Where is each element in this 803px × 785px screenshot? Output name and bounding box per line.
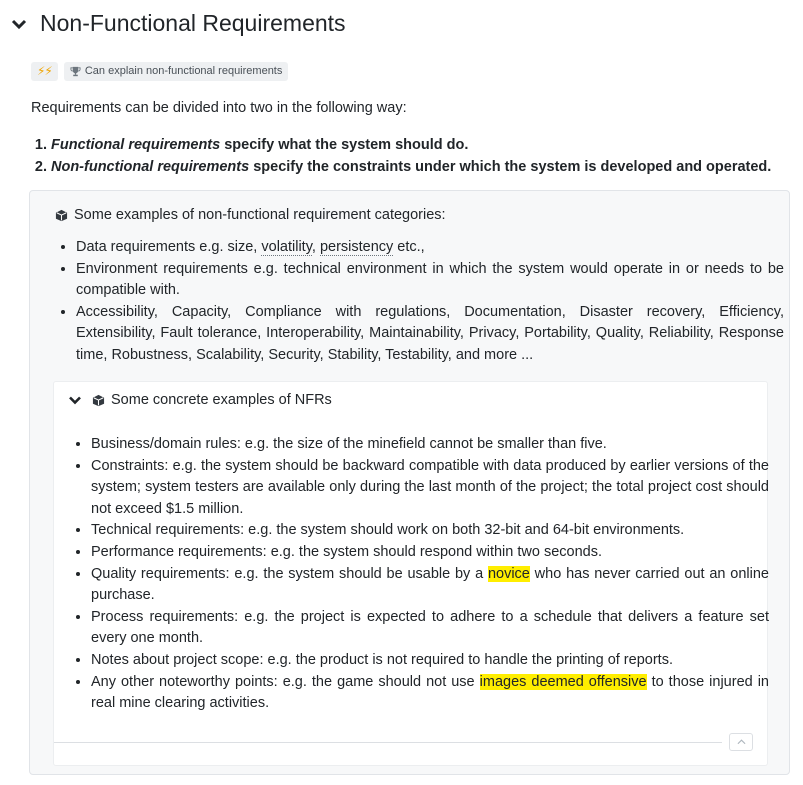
cube-icon — [55, 209, 68, 222]
chevron-up-icon — [737, 739, 746, 745]
text: Quality requirements: e.g. the system should be usable by a — [91, 565, 488, 582]
tag-row — [31, 62, 288, 81]
chevron-down-icon[interactable] — [68, 393, 82, 407]
highlight: novice — [487, 565, 530, 582]
examples-list — [60, 237, 784, 367]
divider — [54, 742, 722, 743]
concrete-examples-toggle[interactable] — [68, 390, 332, 410]
difficulty-badge: ⚡⚡ — [31, 62, 58, 81]
text: who has never carried out an online purchase. — [91, 565, 769, 604]
section-header[interactable] — [10, 10, 346, 37]
collapse-button[interactable] — [729, 733, 753, 751]
list-item: • Constraints: e.g. the system should be backward compatible with data produced by earlier versions of the system; system testers are available only during the last month of the project; the total project cost should not exceed $1.5 million. — [91, 456, 769, 521]
section-title: Non-Functional Requirements — [40, 10, 346, 36]
highlight: images deemed offensive — [479, 673, 647, 690]
term: Non-functional requirements — [51, 159, 250, 175]
trophy-icon — [70, 66, 81, 77]
list-item: • Notes about project scope: e.g. the product is not required to handle the printing of reports. — [91, 650, 769, 672]
examples-box — [29, 190, 790, 775]
requirement-types-list — [36, 134, 771, 178]
list-item — [76, 237, 784, 259]
text: , — [311, 239, 320, 255]
objective-badge — [64, 62, 289, 81]
chevron-down-icon[interactable] — [10, 15, 28, 33]
concrete-heading-text: Some concrete examples of NFRs — [111, 392, 332, 408]
concrete-heading — [92, 390, 332, 410]
examples-heading — [55, 205, 446, 225]
list-item: • Process requirements: e.g. the project is expected to adhere to a schedule that delivers a feature set every one month. — [91, 607, 769, 650]
definition: specify what the system should do. — [220, 137, 469, 153]
text: etc., — [393, 239, 425, 255]
list-item: • Performance requirements: e.g. the system should respond within two seconds. — [91, 542, 769, 564]
list-item: • Technical requirements: e.g. the system should work on both 32-bit and 64-bit environments. — [91, 520, 769, 542]
list-item — [51, 134, 771, 156]
list-item: • Business/domain rules: e.g. the size of the minefield cannot be smaller than five. — [91, 434, 769, 456]
cube-icon — [92, 394, 105, 407]
nfr-list — [76, 434, 769, 715]
list-item: • Environment requirements e.g. technical environment in which the system would operate in or needs to be compatible with. — [76, 259, 784, 302]
persistency-term[interactable]: persistency — [319, 239, 394, 255]
text: to those injured in real mine clearing activities. — [91, 673, 769, 712]
objective-label: Can explain non-functional requirements — [84, 65, 283, 77]
list-item — [51, 156, 771, 178]
list-item — [91, 564, 769, 607]
term: Functional requirements — [51, 137, 221, 153]
concrete-examples-panel — [53, 381, 768, 766]
examples-heading-text: Some examples of non-functional requirement categories: — [74, 207, 446, 223]
volatility-term[interactable]: volatility — [261, 239, 312, 255]
list-item — [91, 672, 769, 715]
definition: specify the constraints under which the system is developed and operated. — [249, 159, 772, 175]
intro-text: Requirements can be divided into two in the following way: — [31, 100, 407, 116]
list-item: • Accessibility, Capacity, Compliance with regulations, Documentation, Disaster recovery, Efficiency, Extensibility, Fault tolerance, Interoperability, Maintainability, Privacy, Portability, Quality, Reliability, Response time, Robustness, Scalability, Security, Stability, Testability, and more ... — [76, 302, 784, 367]
text: Any other noteworthy points: e.g. the game should not use — [91, 673, 480, 690]
text: Data requirements e.g. size, — [76, 239, 262, 255]
